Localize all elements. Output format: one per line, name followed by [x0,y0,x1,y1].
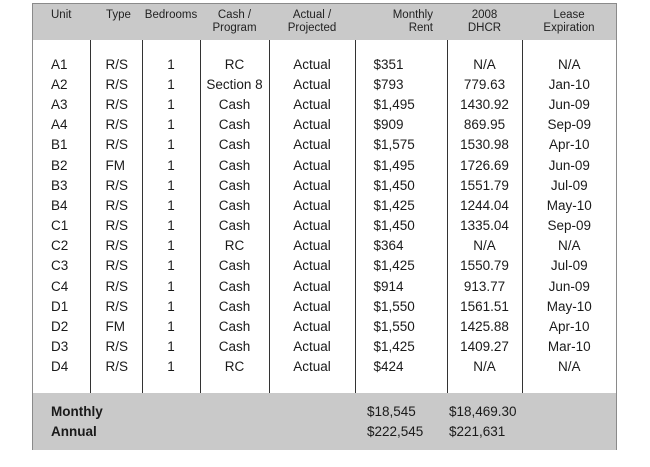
cell-status: Actual [269,216,355,236]
cell-status: Actual [269,276,355,296]
cell-type: FM [90,316,142,336]
cell-status: Actual [269,357,355,377]
cell-unit: A3 [33,94,90,114]
cell-monthly-rent: $1,450 [355,175,447,195]
annual-label: Annual [33,421,355,441]
table-row [33,74,616,94]
cell-program: Cash [200,155,269,175]
cell-unit: C3 [33,256,90,276]
cell-type: R/S [90,54,142,74]
cell-monthly-rent: $351 [355,54,447,74]
cell-type: R/S [90,276,142,296]
cell-dhcr: 1726.69 [447,155,522,175]
table-row [33,296,616,316]
table-row [33,54,616,74]
cell-type: R/S [90,115,142,135]
cell-unit: D1 [33,296,90,316]
cell-status: Actual [269,54,355,74]
cell-type: R/S [90,296,142,316]
table-row [33,337,616,357]
table-row [33,94,616,114]
cell-monthly-rent: $1,550 [355,296,447,316]
table-row [33,195,616,215]
cell-lease-expiration: Mar-10 [547,339,591,355]
cell-monthly-rent: $1,495 [355,155,447,175]
cell-status: Actual [269,175,355,195]
cell-status: Actual [269,94,355,114]
cell-lease-expiration: May-10 [546,298,592,314]
cell-unit: A1 [33,54,90,74]
cell-unit: B4 [33,195,90,215]
cell-status: Actual [269,135,355,155]
cell-type: R/S [90,337,142,357]
table-row [33,316,616,336]
header-bedrooms: Bedrooms [142,4,200,40]
cell-program: Cash [200,316,269,336]
cell-lease-expiration: N/A [557,238,581,254]
cell-lease-expiration: Jan-10 [548,76,590,92]
cell-bedrooms: 1 [142,175,200,195]
cell-type: R/S [90,135,142,155]
cell-bedrooms: 1 [142,94,200,114]
header-lease-expiration: Lease Expiration [522,4,616,40]
cell-program: Cash [200,135,269,155]
table-header [33,4,616,40]
cell-type: R/S [90,236,142,256]
cell-lease-expiration: Sep-09 [547,117,592,133]
cell-type: R/S [90,175,142,195]
cell-dhcr: N/A [447,357,522,377]
cell-bedrooms: 1 [142,276,200,296]
cell-monthly-rent: $1,425 [355,195,447,215]
cell-dhcr: 1335.04 [447,216,522,236]
cell-dhcr: 1530.98 [447,135,522,155]
cell-lease-expiration: Jul-09 [550,177,588,193]
cell-unit: C1 [33,216,90,236]
cell-program: Cash [200,94,269,114]
cell-unit: B3 [33,175,90,195]
table-row [33,135,616,155]
cell-bedrooms: 1 [142,337,200,357]
cell-program: Cash [200,115,269,135]
cell-monthly-rent: $793 [355,74,447,94]
table-row [33,256,616,276]
cell-monthly-rent: $909 [355,115,447,135]
cell-program: Cash [200,296,269,316]
cell-bedrooms: 1 [142,74,200,94]
cell-type: R/S [90,357,142,377]
rent-roll-table-frame [32,3,617,450]
cell-monthly-rent: $364 [355,236,447,256]
header-cash-program: Cash / Program [200,4,269,40]
table-row [33,236,616,256]
annual-dhcr-total: $221,631 [447,421,522,441]
cell-program: Cash [200,256,269,276]
cell-monthly-rent: $914 [355,276,447,296]
cell-type: R/S [90,256,142,276]
cell-bedrooms: 1 [142,135,200,155]
cell-lease-expiration: Sep-09 [547,218,592,234]
cell-bedrooms: 1 [142,296,200,316]
cell-lease-expiration: Jun-09 [548,157,590,173]
cell-unit: A4 [33,115,90,135]
cell-bedrooms: 1 [142,195,200,215]
cell-program: RC [200,236,269,256]
cell-monthly-rent: $1,550 [355,316,447,336]
cell-unit: B2 [33,155,90,175]
cell-bedrooms: 1 [142,236,200,256]
cell-dhcr: 779.63 [447,74,522,94]
table-row [33,175,616,195]
cell-program: Cash [200,337,269,357]
cell-bedrooms: 1 [142,256,200,276]
rent-roll-table [33,4,616,450]
table-row [33,115,616,135]
cell-lease-expiration: Jul-09 [550,258,588,274]
table-row [33,357,616,377]
cell-dhcr: 1430.92 [447,94,522,114]
cell-program: Section 8 [200,74,269,94]
cell-status: Actual [269,155,355,175]
cell-monthly-rent: $1,575 [355,135,447,155]
cell-unit: C2 [33,236,90,256]
cell-type: R/S [90,195,142,215]
cell-type: FM [90,155,142,175]
cell-dhcr: 1425.88 [447,316,522,336]
cell-status: Actual [269,316,355,336]
cell-program: RC [200,357,269,377]
cell-unit: D4 [33,357,90,377]
table-row [33,155,616,175]
cell-status: Actual [269,115,355,135]
totals-row-monthly [33,401,616,421]
totals-row-annual [33,421,616,441]
cell-bedrooms: 1 [142,216,200,236]
cell-bedrooms: 1 [142,115,200,135]
cell-type: R/S [90,74,142,94]
cell-status: Actual [269,256,355,276]
cell-lease-expiration: May-10 [546,197,592,213]
cell-unit: B1 [33,135,90,155]
cell-monthly-rent: $1,495 [355,94,447,114]
cell-status: Actual [269,195,355,215]
cell-bedrooms: 1 [142,357,200,377]
cell-bedrooms: 1 [142,54,200,74]
cell-monthly-rent: $1,425 [355,337,447,357]
cell-status: Actual [269,74,355,94]
cell-program: Cash [200,216,269,236]
cell-dhcr: 913.77 [447,276,522,296]
cell-unit: D3 [33,337,90,357]
header-monthly-rent: Monthly Rent [355,4,447,40]
table-body [33,40,616,393]
cell-program: Cash [200,276,269,296]
cell-status: Actual [269,296,355,316]
table-row [33,276,616,296]
cell-dhcr: 1409.27 [447,337,522,357]
cell-lease-expiration: N/A [557,359,581,375]
header-actual-projected: Actual / Projected [269,4,355,40]
cell-monthly-rent: $1,425 [355,256,447,276]
cell-unit: A2 [33,74,90,94]
cell-dhcr: 869.95 [447,115,522,135]
cell-lease-expiration: Jun-09 [548,278,590,294]
cell-status: Actual [269,337,355,357]
monthly-dhcr-total: $18,469.30 [447,401,522,421]
header-unit: Unit [33,4,90,40]
cell-dhcr: 1550.79 [447,256,522,276]
cell-status: Actual [269,236,355,256]
cell-unit: D2 [33,316,90,336]
cell-program: Cash [200,175,269,195]
cell-lease-expiration: Jun-09 [548,96,590,112]
cell-bedrooms: 1 [142,155,200,175]
cell-monthly-rent: $424 [355,357,447,377]
cell-dhcr: 1244.04 [447,195,522,215]
header-type: Type [90,4,142,40]
cell-unit: C4 [33,276,90,296]
cell-program: Cash [200,195,269,215]
cell-type: R/S [90,216,142,236]
cell-lease-expiration: N/A [557,56,581,72]
cell-dhcr: 1561.51 [447,296,522,316]
cell-lease-expiration: Apr-10 [548,137,590,153]
cell-program: RC [200,54,269,74]
cell-lease-expiration: Apr-10 [548,319,590,335]
header-dhcr: 2008 DHCR [447,4,522,40]
annual-rent-total: $222,545 [355,421,447,441]
cell-dhcr: N/A [447,236,522,256]
cell-dhcr: N/A [447,54,522,74]
table-row [33,216,616,236]
cell-type: R/S [90,94,142,114]
cell-dhcr: 1551.79 [447,175,522,195]
cell-monthly-rent: $1,450 [355,216,447,236]
table-totals [33,393,616,450]
monthly-label: Monthly [33,401,355,421]
cell-bedrooms: 1 [142,316,200,336]
monthly-rent-total: $18,545 [355,401,447,421]
